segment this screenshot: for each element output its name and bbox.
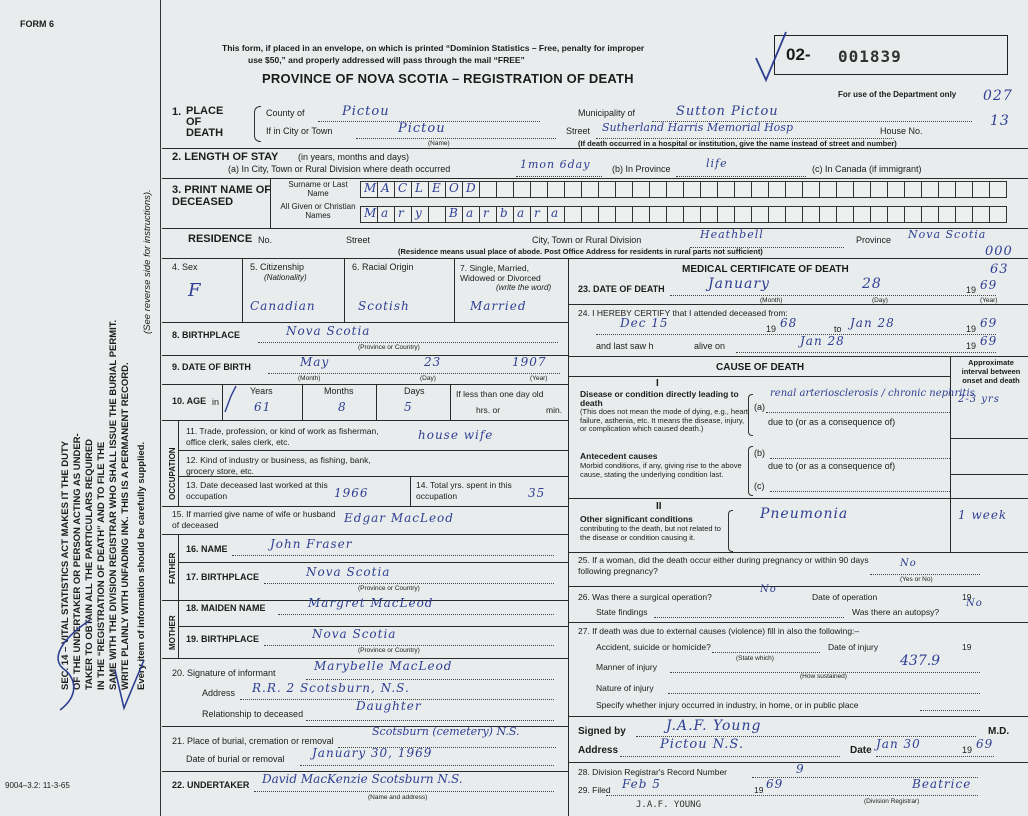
manner-label: Manner of injury (596, 662, 657, 672)
surname-letter-box (394, 181, 412, 198)
surname-letter-box (666, 181, 684, 198)
given-letter: y (415, 206, 422, 220)
q25-hint: (Yes or No) (900, 576, 933, 583)
given-letter: B (449, 206, 458, 220)
last-saw-suffix: alive on (694, 341, 726, 351)
age-label: 10. AGE (172, 396, 207, 406)
given-letter-box (938, 206, 956, 223)
surname-letter-box (598, 181, 616, 198)
surname-letter-box (717, 181, 735, 198)
given-letter-box (751, 206, 769, 223)
given-letter-box (768, 206, 786, 223)
registrar-signature: Beatrice (912, 777, 972, 791)
q27-label: 27. If death was due to external causes (violence) fill in also the following:– (578, 626, 860, 636)
surname-letter-box (887, 181, 905, 198)
given-label: All Given or Christian Names (280, 202, 356, 220)
part-two: II (656, 501, 662, 512)
other-label: Other significant conditions (580, 514, 693, 524)
citizenship-value: Canadian (250, 299, 316, 313)
father-name: John Fraser (270, 537, 353, 551)
given-letter: b (500, 206, 508, 220)
given-letter-box (479, 206, 497, 223)
citizenship-hint: (Nationality) (264, 273, 307, 282)
trade-label: 11. Trade, profession, or kind of work as fisherman, office clerk, sales clerk, etc. (186, 426, 379, 447)
informant-sig-label: 20. Signature of informant (172, 668, 276, 678)
q25-value: No (900, 558, 917, 569)
stay-label: 2. LENGTH OF STAY (172, 151, 279, 163)
side-text-6: WRITE PLAINLY WITH UNFADING INK. THIS IS A PERMANENT RECORD. (120, 362, 131, 690)
surname-letter-box (462, 181, 480, 198)
undertaker-hint: (Name and address) (368, 794, 428, 801)
signed-by-label: Signed by (578, 726, 626, 737)
given-letter-box (377, 206, 395, 223)
given-letter-box (564, 206, 582, 223)
surname-letter: M (364, 181, 377, 195)
cause-a-value: renal arteriosclerosis / chronic nephritis (770, 388, 975, 399)
given-letter: r (483, 206, 489, 220)
last-saw-label: and last saw h (596, 341, 654, 351)
surname-letter-box (768, 181, 786, 198)
death-month: January (708, 276, 770, 292)
side-text-5: SAME WITH THE DIVISION REGISTRAR WHO SHALL ISSUE THE BURIAL PERMIT. (108, 319, 119, 690)
surname-letter-box (564, 181, 582, 198)
given-letter-box (734, 206, 752, 223)
total-years-label: 14. Total yrs. spent in this occupation (416, 480, 512, 501)
part-one: I (656, 378, 659, 389)
surname-letter: C (398, 181, 408, 195)
other-interval: 1 week (958, 508, 1008, 522)
burial-place: Scotsburn (cemetery) N.S. (372, 725, 520, 738)
racial-label: 6. Racial Origin (352, 262, 414, 272)
surname-letter: L (415, 181, 423, 195)
due-to-2: due to (or as a consequence of) (768, 461, 896, 471)
surname-letter-box (870, 181, 888, 198)
disease-label: Disease or condition directly leading to death (580, 389, 739, 408)
form-number: FORM 6 (20, 19, 55, 29)
md-label: M.D. (988, 726, 1010, 737)
cause-c-label: (c) (754, 481, 765, 491)
marital-value: Married (470, 299, 527, 313)
mail-notice-2: use $50,” and properly addressed will pass through the mail “FREE” (248, 55, 525, 65)
given-letter-box (513, 206, 531, 223)
given-letter-box (666, 206, 684, 223)
last-saw-year-prefix: 19 (966, 341, 977, 351)
q25-label: 25. If a woman, did the death occur either during pregnancy or within 90 days following pregnancy? (578, 555, 869, 576)
given-letter-box (972, 206, 990, 223)
age-days-label: Days (404, 386, 425, 396)
registration-number: 001839 (838, 47, 902, 66)
age-in: in (212, 397, 220, 407)
street-value: Sutherland Harris Memorial Hosp (602, 121, 793, 134)
marital-label: 7. Single, Married, Widowed or Divorced (460, 263, 541, 283)
given-letter-box (530, 206, 548, 223)
municipality-value: Sutton Pictou (676, 104, 779, 119)
dob-month-hint: (Month) (298, 375, 321, 382)
state-which-hint: (State which) (736, 655, 774, 662)
informant-address: R.R. 2 Scotsburn, N.S. (252, 681, 410, 695)
given-letter-box (360, 206, 378, 223)
residence-division: Heathbell (700, 228, 764, 241)
reg-record-label: 28. Division Registrar's Record Number (578, 767, 728, 777)
dob-day-hint: (Day) (420, 375, 436, 382)
father-name-label: 16. NAME (186, 544, 228, 554)
father-birthplace-label: 17. BIRTHPLACE (186, 572, 260, 582)
accident-label: Accident, suicide or homicide? (596, 642, 711, 652)
given-letter-box (649, 206, 667, 223)
residence-no-label: No. (258, 235, 273, 245)
hrs-label: hrs. or (476, 405, 501, 415)
filed-label: 29. Filed (578, 785, 611, 795)
surname-letter-box (802, 181, 820, 198)
registration-prefix: 02- (786, 45, 811, 64)
reg-record: 9 (796, 762, 805, 776)
surname-letter: D (466, 181, 476, 195)
surname-letter-box (513, 181, 531, 198)
relationship-label: Relationship to deceased (202, 709, 304, 719)
last-saw-date: Jan 28 (800, 334, 845, 348)
given-letter-box (921, 206, 939, 223)
less-day-label: If less than one day old (456, 389, 544, 399)
undertaker-label: 22. UNDERTAKER (172, 780, 250, 790)
form-title: PROVINCE OF NOVA SCOTIA – REGISTRATION OF DEATH (262, 71, 634, 86)
medical-header: MEDICAL CERTIFICATE OF DEATH (682, 264, 849, 275)
surname-letter-box (428, 181, 446, 198)
hospital-hint: (If death occurred in a hospital or institution, give the name instead of street and number) (578, 139, 897, 148)
surname-letter-box (615, 181, 633, 198)
min-label: min. (546, 405, 563, 415)
side-text-4: IN THE “REGISTRATION OF DEATH” AND TO FILE THE (96, 441, 107, 690)
residence-label: RESIDENCE (188, 233, 253, 245)
given-letter-box (819, 206, 837, 223)
registrar-hint: (Division Registrar) (864, 798, 920, 805)
marital-hint: (write the word) (496, 283, 552, 292)
given-letter-box (496, 206, 514, 223)
given-letter: a (551, 206, 559, 220)
surname-letter-box (581, 181, 599, 198)
given-letter-box (394, 206, 412, 223)
city-value: Pictou (398, 121, 446, 136)
age-days: 5 (404, 400, 413, 414)
cert-date: Jan 30 (876, 737, 921, 751)
stay-hint: (in years, months and days) (298, 152, 410, 162)
trade-value: house wife (418, 428, 494, 442)
q26-label: 26. Was there a surgical operation? (578, 592, 712, 602)
dob-day: 23 (424, 355, 442, 369)
cause-a-label: (a) (754, 402, 765, 412)
surname-letter-box (700, 181, 718, 198)
mother-birthplace: Nova Scotia (312, 627, 397, 641)
given-letter-box (836, 206, 854, 223)
surname-letter: A (381, 181, 390, 195)
street-label: Street (566, 126, 591, 136)
to-year-prefix: 19 (966, 324, 977, 334)
cause-header: CAUSE OF DEATH (716, 362, 805, 373)
interval-header: Approximate interval between onset and death (961, 358, 1021, 385)
city-name-hint: (Name) (428, 140, 450, 147)
cert-address-label: Address (578, 745, 619, 756)
undertaker-value: David MacKenzie Scotsburn N.S. (262, 772, 463, 786)
dept-code-4: 63 (990, 262, 1009, 277)
surname-letter-box (904, 181, 922, 198)
burial-date: January 30, 1969 (312, 746, 433, 760)
cause-a-interval: 2-3 yrs (958, 394, 1000, 405)
given-letter: a (517, 206, 525, 220)
surname-letter: E (432, 181, 441, 195)
father-birthplace-hint: (Province or Country) (358, 585, 420, 592)
dept-code-1: 027 (983, 88, 1013, 104)
cert-year: 69 (976, 737, 994, 751)
given-letter-box (462, 206, 480, 223)
surname-letter-box (955, 181, 973, 198)
death-month-hint: (Month) (760, 297, 783, 304)
spouse-label: 15. If married give name of wife or husband of deceased (172, 509, 336, 530)
mother-side-label: MOTHER (168, 615, 177, 650)
surname-letter-box (445, 181, 463, 198)
surname-letter-box (360, 181, 378, 198)
op-year-prefix: 19 (962, 592, 972, 602)
autopsy-label: Was there an autopsy? (852, 607, 940, 617)
side-text-1: SEC. 14 – VITAL STATISTICS ACT MAKES IT THE DUTY (60, 440, 71, 690)
cert-year-prefix: 19 (962, 745, 973, 755)
surname-letter-box (479, 181, 497, 198)
given-letter-box (632, 206, 650, 223)
father-side-label: FATHER (168, 552, 177, 584)
dob-year: 1907 (512, 355, 547, 369)
how-sustained-hint: (How sustained) (800, 673, 847, 680)
occupation-side-label: OCCUPATION (168, 447, 177, 500)
death-year-hint: (Year) (980, 297, 998, 304)
left-margin-rule (160, 0, 161, 816)
manner-code: 437.9 (900, 653, 941, 669)
certify-label: 24. I HEREBY CERTIFY that I attended deceased from: (578, 308, 788, 318)
age-months: 8 (338, 400, 347, 414)
total-years-value: 35 (528, 486, 546, 500)
dob-label: 9. DATE OF BIRTH (172, 362, 251, 372)
informant-address-label: Address (202, 688, 236, 698)
disease-hint: (This does not mean the mode of dying, e.g., heart failure, asthenia, etc. It means the disease, injury, or complication which caused death.) (580, 407, 749, 433)
stay-b-label: (b) In Province (612, 164, 671, 174)
dob-year-hint: (Year) (530, 375, 548, 382)
given-letter-box (955, 206, 973, 223)
dept-use-label: For use of the Department only (838, 90, 957, 99)
father-birthplace: Nova Scotia (306, 565, 391, 579)
side-text-7: Every item of information should be carefully supplied. (136, 441, 147, 690)
burial-date-label: Date of burial or removal (186, 754, 285, 764)
physician-stamp: J.A.F. YOUNG (636, 800, 702, 810)
stay-c-label: (c) In Canada (if immigrant) (812, 164, 922, 174)
dept-code-3: 000 (985, 244, 1013, 259)
side-text-8: (See reverse side for instructions). (142, 189, 153, 334)
surname-letter-box (734, 181, 752, 198)
stay-a-value: 1mon 6day (520, 158, 591, 171)
industry-question: Specify whether injury occurred in industry, in home, or in public place (596, 700, 859, 710)
other-brace (728, 510, 733, 552)
burial-place-label: 21. Place of burial, cremation or removal (172, 736, 334, 746)
given-letter-box (445, 206, 463, 223)
residence-division-label: City, Town or Rural Division (532, 235, 642, 245)
given-letter-box (700, 206, 718, 223)
side-text-3: TAKER TO OBTAIN ALL THE PARTICULARS REQUIRED (84, 438, 95, 690)
birthplace-hint: (Province or Country) (358, 344, 420, 351)
injury-date-label: Date of injury (828, 642, 879, 652)
q26-value: No (760, 584, 777, 595)
house-label: House No. (880, 126, 923, 136)
last-saw-year: 69 (980, 334, 998, 348)
given-letter: M (364, 206, 377, 220)
given-letter-box (887, 206, 905, 223)
relationship-value: Daughter (356, 699, 422, 713)
antecedent-brace (748, 446, 753, 496)
municipality-label: Municipality of (578, 108, 636, 118)
antecedent-hint: Morbid conditions, if any, giving rise to the above cause, stating the underlying condition last. (580, 461, 742, 479)
surname-letter-box (377, 181, 395, 198)
surname-letter-box (530, 181, 548, 198)
residence-street-label: Street (346, 235, 371, 245)
surname-letter-box (853, 181, 871, 198)
given-letter-box (802, 206, 820, 223)
surname-letter-box (921, 181, 939, 198)
given-letter-box (411, 206, 429, 223)
op-date-label: Date of operation (812, 592, 878, 602)
given-letter-box (598, 206, 616, 223)
mother-birthplace-hint: (Province or Country) (358, 647, 420, 654)
nature-label: Nature of injury (596, 683, 654, 693)
informant-sig: Marybelle MacLeod (314, 659, 453, 673)
death-year: 69 (980, 278, 998, 292)
death-year-prefix: 19 (966, 285, 977, 295)
stay-b-value: life (706, 157, 728, 170)
surname-letter-box (547, 181, 565, 198)
spouse-value: Edgar MacLeod (344, 511, 454, 525)
side-text-2: OF THE UNDERTAKER OR PERSON ACTING AS UNDER- (72, 433, 83, 690)
cause-b-label: (b) (754, 448, 765, 458)
last-worked-value: 1966 (334, 486, 369, 500)
surname-letter-box (785, 181, 803, 198)
residence-province-label: Province (856, 235, 892, 245)
antecedent-label: Antecedent causes (580, 451, 658, 461)
birthplace-value: Nova Scotia (286, 324, 371, 338)
given-letter-box (615, 206, 633, 223)
stay-a-label: (a) In City, Town or Rural Division where death occurred (228, 164, 451, 174)
name-label: 3. PRINT NAME OF DECEASED (172, 184, 272, 208)
birthplace-label: 8. BIRTHPLACE (172, 330, 241, 340)
place-num: 1. (172, 106, 182, 118)
filed-year: 69 (766, 777, 784, 791)
death-date-label: 23. DATE OF DEATH (578, 284, 665, 294)
from-year: 68 (780, 316, 798, 330)
mother-maiden-label: 18. MAIDEN NAME (186, 603, 266, 613)
surname-label: Surname or Last Name (288, 180, 348, 198)
given-letter-box (853, 206, 871, 223)
given-letter: r (534, 206, 540, 220)
given-letter: a (466, 206, 474, 220)
surname-letter-box (649, 181, 667, 198)
dept-code-2: 13 (990, 113, 1010, 129)
mother-birthplace-label: 19. BIRTHPLACE (186, 634, 260, 644)
last-worked-label: 13. Date deceased last worked at this occupation (186, 480, 328, 501)
pen-mark-icon (20, 600, 150, 730)
to-year: 69 (980, 316, 998, 330)
due-to-1: due to (or as a consequence of) (768, 417, 896, 427)
surname-letter-box (836, 181, 854, 198)
surname-letter-box (683, 181, 701, 198)
given-letter: a (381, 206, 389, 220)
injury-year-prefix: 19 (962, 642, 972, 652)
age-years-label: Years (250, 386, 273, 396)
given-letter-box (717, 206, 735, 223)
county-value: Pictou (342, 104, 390, 119)
place-brace (254, 106, 261, 142)
print-code: 9004–3.2: 11-3-65 (5, 781, 70, 790)
given-letter-box (870, 206, 888, 223)
surname-letter-box (989, 181, 1007, 198)
disease-brace (748, 394, 753, 436)
given-letter-box (581, 206, 599, 223)
county-label: County of (266, 108, 305, 118)
to-label: to (834, 324, 842, 334)
from-year-prefix: 19 (766, 324, 777, 334)
given-letter-box (683, 206, 701, 223)
residence-hint: (Residence means usual place of abode. Post Office Address for residents in rural parts not sufficient) (398, 247, 763, 256)
given-letter: r (398, 206, 404, 220)
given-letter-box (547, 206, 565, 223)
mother-maiden: Margret MacLeod (308, 596, 434, 610)
attended-to: Jan 28 (850, 316, 895, 330)
sex-value: F (188, 280, 202, 301)
given-letter-box (989, 206, 1007, 223)
industry-label: 12. Kind of industry or business, as fishing, bank, grocery store, etc. (186, 455, 371, 476)
filed-year-prefix: 19 (754, 785, 764, 795)
mail-notice-1: This form, if placed in an envelope, on which is printed “Dominion Statistics – Free, penalty for improper (222, 43, 645, 53)
dob-month: May (300, 355, 330, 369)
attended-from: Dec 15 (620, 316, 669, 330)
other-value: Pneumonia (760, 506, 849, 522)
given-letter-box (904, 206, 922, 223)
racial-value: Scotish (358, 299, 410, 313)
state-findings-label: State findings (596, 607, 648, 617)
age-checkmark-icon (222, 384, 242, 420)
cert-date-label: Date (850, 745, 872, 756)
surname-letter-box (972, 181, 990, 198)
autopsy-value: No (966, 598, 983, 609)
given-letter-box (785, 206, 803, 223)
check-mark-icon (752, 28, 792, 88)
signed-by: J.A.F. Young (666, 718, 762, 734)
age-years: 61 (254, 400, 272, 414)
surname-letter: O (449, 181, 459, 195)
surname-letter-box (496, 181, 514, 198)
surname-letter-box (632, 181, 650, 198)
place-label: PLACE OF DEATH (186, 105, 224, 139)
surname-letter-box (751, 181, 769, 198)
residence-province: Nova Scotia (908, 228, 987, 241)
filed-date: Feb 5 (622, 777, 661, 791)
given-letter-box (428, 206, 446, 223)
sex-label: 4. Sex (172, 262, 198, 272)
other-hint: contributing to the death, but not related to the disease or condition causing it. (580, 524, 721, 542)
cert-address: Pictou N.S. (660, 737, 744, 752)
surname-letter-box (411, 181, 429, 198)
death-day: 28 (862, 276, 882, 292)
citizenship-label: 5. Citizenship (250, 262, 305, 272)
surname-letter-box (819, 181, 837, 198)
city-label: If in City or Town (266, 126, 333, 136)
death-day-hint: (Day) (872, 297, 888, 304)
surname-letter-box (938, 181, 956, 198)
age-months-label: Months (324, 386, 354, 396)
